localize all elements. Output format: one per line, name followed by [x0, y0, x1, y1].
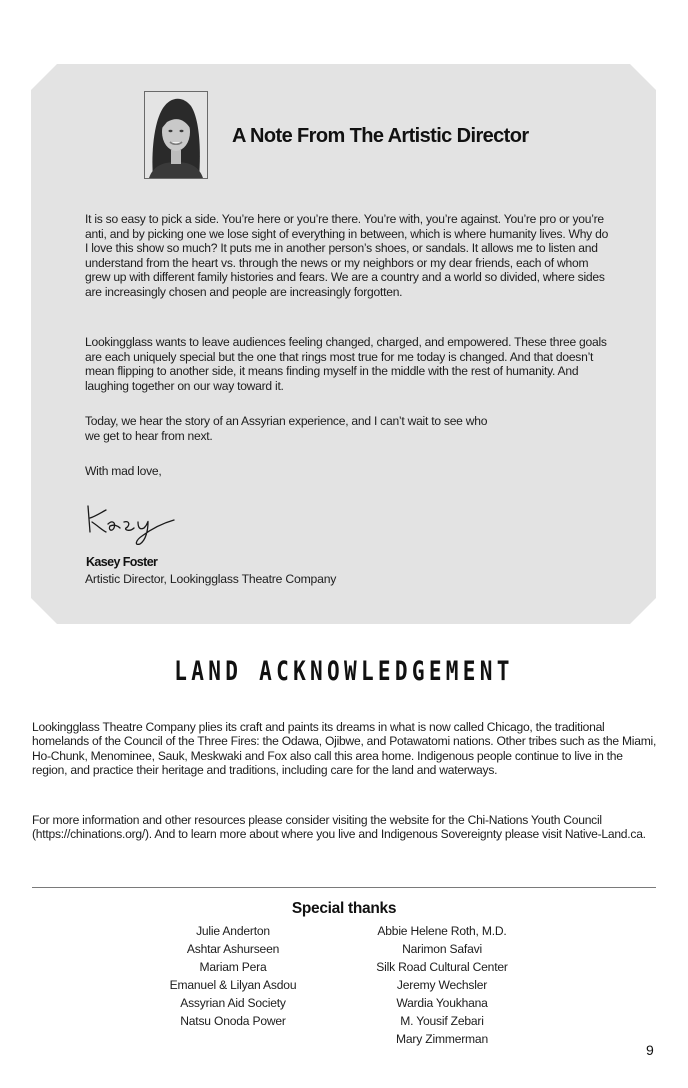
thanks-name: Jeremy Wechsler [396, 978, 488, 992]
thanks-name: Julie Anderton [196, 924, 270, 938]
note-paragraph: It is so easy to pick a side. You’re here or you’re there. You’re with, you’re against. You’re pro or you’re anti, and by picking one we lose sight of everything in between, which is where humanity lives. Why do I love this show so much? It puts me in another person’s shoes, or sandals. It allows me to listen and understand from the heart vs. through the news or my neighbors or my dear friends, each of whom grew up with different family histories and fears. We are a country and a world so divided, where sides are increasingly chosen and people are increasingly forgotten. [85, 212, 609, 299]
thanks-name: Mariam Pera [199, 960, 267, 974]
thanks-name: Narimon Safavi [402, 942, 482, 956]
section-divider [32, 887, 656, 888]
land-acknowledgement-paragraph: Lookingglass Theatre Company plies its craft and paints its dreams in what is now called Chicago, the traditional homelands of the Council of the Three Fires: the Odawa, Ojibwe, and Potawatomi nations. Other tribes such as the Miami, Ho-Chunk, Menominee, Sauk, Meskwaki and Fox also call this area home. Indigenous people continue to live in the region, and practice their heritage and traditions, including care for the land and waterways. [32, 720, 657, 777]
note-closing: With mad love, [85, 464, 162, 478]
thanks-name: Natsu Onoda Power [180, 1014, 286, 1028]
thanks-name: Mary Zimmerman [396, 1032, 488, 1046]
special-thanks-left-column [123, 922, 343, 1030]
thanks-name: M. Yousif Zebari [400, 1014, 484, 1028]
thanks-name: Abbie Helene Roth, M.D. [377, 924, 507, 938]
page-number: 9 [646, 1042, 654, 1058]
land-acknowledgement-paragraph: For more information and other resources please consider visiting the website for the Chi-Nations Youth Council (https://chinations.org/). And to learn more about where you live and Indigenous Sovereignty please visit Native-Land.ca. [32, 813, 646, 842]
note-title: A Note From The Artistic Director [232, 125, 529, 147]
thanks-name: Assyrian Aid Society [180, 996, 286, 1010]
note-paragraph: Today, we hear the story of an Assyrian experience, and I can’t wait to see who we get to hear from next. [85, 414, 488, 443]
special-thanks-heading: Special thanks [291, 900, 397, 917]
thanks-name: Wardia Youkhana [396, 996, 488, 1010]
director-portrait-photo [144, 91, 208, 179]
signer-name: Kasey Foster [86, 555, 158, 569]
thanks-name: Silk Road Cultural Center [376, 960, 508, 974]
handwritten-signature [84, 496, 184, 556]
land-acknowledgement-heading: LAND ACKNOWLEDGEMENT [174, 656, 514, 687]
special-thanks-right-column [332, 922, 552, 1048]
thanks-name: Ashtar Ashurseen [186, 942, 280, 956]
thanks-name: Emanuel & Lilyan Asdou [169, 978, 297, 992]
note-paragraph: Lookingglass wants to leave audiences feeling changed, charged, and empowered. These three goals are each uniquely special but the one that rings most true for me today is changed. And that doesn’t mean flipping to another side, it means finding myself in the middle with the rest of humanity. And laughing together on our way toward it. [85, 335, 607, 393]
signer-role: Artistic Director, Lookingglass Theatre Company [85, 572, 337, 586]
